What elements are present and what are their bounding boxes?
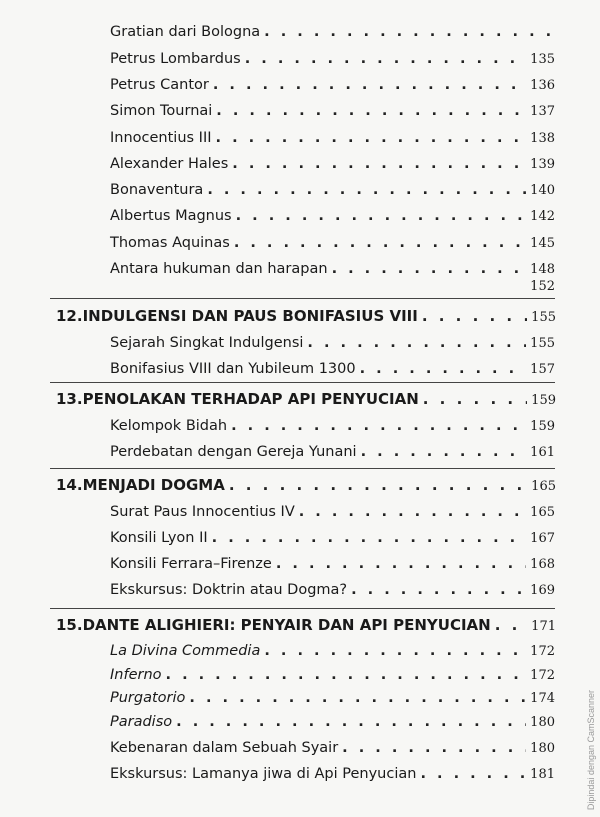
chapter-title: MENJADI DOGMA xyxy=(82,476,225,494)
toc-entry-page: 155 xyxy=(530,336,555,351)
dot-leader xyxy=(213,77,526,93)
dot-leader xyxy=(276,556,526,572)
toc-entry-title: Bonaventura xyxy=(110,182,204,198)
dot-leader xyxy=(342,740,526,756)
chapter-number: 15. xyxy=(56,616,83,634)
toc-entry xyxy=(110,182,555,198)
toc-entry-title: Konsili Ferrara–Firenze xyxy=(110,556,272,572)
toc-entry-title: Purgatorio xyxy=(110,690,186,706)
chapter-heading xyxy=(56,390,556,408)
dot-leader xyxy=(176,714,526,730)
toc-entry-page: 142 xyxy=(530,209,555,224)
toc-entry xyxy=(110,504,555,520)
toc-entry-title: Petrus Cantor xyxy=(110,77,209,93)
dot-leader xyxy=(361,444,527,460)
chapter-title: PENOLAKAN TERHADAP API PENYUCIAN xyxy=(82,390,419,408)
toc-entry-title: Albertus Magnus xyxy=(110,208,232,224)
toc-entry xyxy=(110,530,555,546)
toc-entry-page: 168 xyxy=(530,557,555,572)
dot-leader xyxy=(207,182,526,198)
chapter-divider xyxy=(50,382,555,383)
toc-entry-title: Petrus Lombardus xyxy=(110,51,241,67)
toc-entry-title: Alexander Hales xyxy=(110,156,229,172)
toc-entry-title: Paradiso xyxy=(110,714,173,730)
toc-entry xyxy=(110,361,555,377)
chapter-heading xyxy=(56,476,556,494)
toc-entry-title: Inferno xyxy=(110,667,162,683)
toc-entry xyxy=(110,444,555,460)
toc-entry xyxy=(110,24,555,40)
dot-leader xyxy=(216,130,527,146)
toc-entry-title: Thomas Aquinas xyxy=(110,235,230,251)
toc-entry-title: Kebenaran dalam Sebuah Syair xyxy=(110,740,339,756)
toc-entry-title: Ekskursus: Doktrin atau Dogma? xyxy=(110,582,348,598)
dot-leader xyxy=(212,530,527,546)
toc-entry-page: 148 xyxy=(530,262,555,277)
dot-leader xyxy=(423,390,527,408)
chapter-number: 14. xyxy=(56,476,83,494)
toc-entry-title: Antara hukuman dan harapan xyxy=(110,261,328,277)
chapter-heading xyxy=(56,307,556,325)
chapter-title: INDULGENSI DAN PAUS BONIFASIUS VIII xyxy=(82,307,418,325)
chapter-page: 155 xyxy=(531,310,556,325)
dot-leader xyxy=(236,208,527,224)
toc-entry-page: 165 xyxy=(530,505,555,520)
toc-entry-title: Surat Paus Innocentius IV xyxy=(110,504,295,520)
dot-leader xyxy=(360,361,527,377)
dot-leader xyxy=(332,261,527,277)
toc-entry xyxy=(110,714,555,730)
chapter-divider xyxy=(50,608,555,609)
toc-entry-title: Perdebatan dengan Gereja Yunani xyxy=(110,444,357,460)
toc-entry-page: 180 xyxy=(530,715,555,730)
toc-entry xyxy=(110,261,555,277)
dot-leader xyxy=(231,418,526,434)
toc-entry-page: 140 xyxy=(530,183,555,198)
toc-entry-page: 181 xyxy=(530,767,555,782)
chapter-number: 12. xyxy=(56,307,83,325)
toc-entry-title: Sejarah Singkat Indulgensi xyxy=(110,335,304,351)
toc-entry-page: 180 xyxy=(530,741,555,756)
toc-entry-page: 172 xyxy=(530,668,555,683)
toc-entry-title: Gratian dari Bologna xyxy=(110,24,261,40)
toc-entry xyxy=(110,335,555,351)
toc-entry-page: 138 xyxy=(530,131,555,146)
toc-entry-page: 135 xyxy=(530,52,555,67)
dot-leader xyxy=(420,766,526,782)
chapter-page: 159 xyxy=(531,393,556,408)
toc-entry xyxy=(110,418,555,434)
toc-entry-page: 169 xyxy=(530,583,555,598)
toc-entry-title: Simon Tournai xyxy=(110,103,213,119)
dot-leader xyxy=(307,335,526,351)
toc-entry-page: 157 xyxy=(530,362,555,377)
toc-entry xyxy=(110,740,555,756)
toc-entry xyxy=(110,766,555,782)
toc-entry xyxy=(110,667,555,683)
toc-entry-page: 152 xyxy=(530,279,555,294)
dot-leader xyxy=(245,51,526,67)
toc-entry xyxy=(110,103,555,119)
dot-leader xyxy=(166,667,527,683)
toc-entry-title: Konsili Lyon II xyxy=(110,530,208,546)
toc-entry xyxy=(110,156,555,172)
dot-leader xyxy=(422,307,527,325)
toc-entry-title: Kelompok Bidah xyxy=(110,418,228,434)
toc-entry xyxy=(110,690,555,706)
chapter-number: 13. xyxy=(56,390,83,408)
toc-entry-page: 174 xyxy=(530,691,555,706)
dot-leader xyxy=(264,643,526,659)
dot-leader xyxy=(234,235,526,251)
toc-entry-page: 161 xyxy=(530,445,555,460)
toc-entry-page: 172 xyxy=(530,644,555,659)
toc-entry-page: 167 xyxy=(530,531,555,546)
dot-leader xyxy=(264,24,551,40)
dot-leader xyxy=(299,504,526,520)
toc-entry xyxy=(110,51,555,67)
dot-leader xyxy=(232,156,526,172)
toc-entry xyxy=(110,582,555,598)
dot-leader xyxy=(216,103,526,119)
chapter-divider xyxy=(50,298,555,299)
toc-entry-page: 145 xyxy=(530,236,555,251)
chapter-divider xyxy=(50,468,555,469)
dot-leader xyxy=(189,690,526,706)
chapter-title: DANTE ALIGHIERI: PENYAIR DAN API PENYUCIAN xyxy=(82,616,491,634)
chapter-page: 171 xyxy=(531,619,556,634)
toc-entry xyxy=(110,279,555,294)
toc-entry-title: Innocentius III xyxy=(110,130,212,146)
dot-leader xyxy=(495,616,527,634)
scanner-watermark: Dipindai dengan CamScanner xyxy=(586,690,596,811)
chapter-heading xyxy=(56,616,556,634)
toc-entry-page: 159 xyxy=(530,419,555,434)
toc-entry-title: Ekskursus: Lamanya jiwa di Api Penyucian xyxy=(110,766,417,782)
chapter-page: 165 xyxy=(531,479,556,494)
toc-entry-page: 136 xyxy=(530,78,555,93)
toc-entry-page: 139 xyxy=(530,157,555,172)
toc-entry xyxy=(110,208,555,224)
toc-entry xyxy=(110,130,555,146)
toc-entry xyxy=(110,643,555,659)
toc-entry xyxy=(110,556,555,572)
dot-leader xyxy=(351,582,526,598)
toc-entry xyxy=(110,235,555,251)
toc-entry-title: La Divina Commedia xyxy=(110,643,261,659)
toc-entry-page: 137 xyxy=(530,104,555,119)
dot-leader xyxy=(229,476,527,494)
toc-entry xyxy=(110,77,555,93)
toc-entry-title: Bonifasius VIII dan Yubileum 1300 xyxy=(110,361,356,377)
